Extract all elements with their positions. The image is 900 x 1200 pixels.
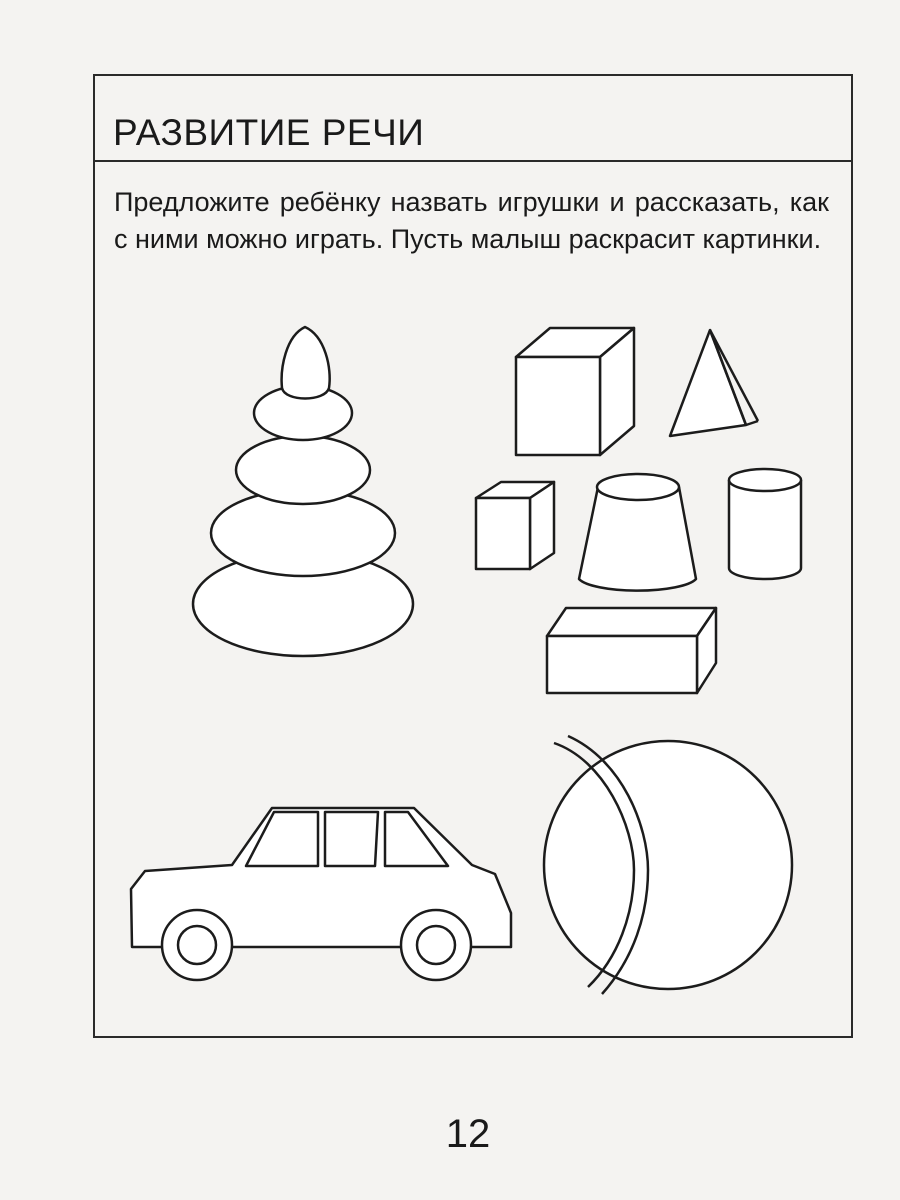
instructions-text: Предложите ребёнку назвать игрушки и рассказать, как с ними можно играть. Пусть малыш раскрасит картинки.	[114, 187, 829, 254]
truncated-cone-illustration	[579, 474, 696, 591]
ball-illustration	[544, 736, 792, 994]
car-illustration	[131, 808, 511, 980]
page-title: РАЗВИТИЕ РЕЧИ	[113, 112, 425, 153]
rectangular-block-illustration	[547, 608, 716, 693]
page-number: 12	[445, 1112, 491, 1156]
cylinder-illustration	[729, 469, 801, 579]
tetrahedron-illustration	[670, 330, 758, 436]
cube-illustration	[516, 328, 634, 455]
pyramid-toy-illustration	[193, 327, 413, 656]
small-cube-illustration	[476, 482, 554, 569]
